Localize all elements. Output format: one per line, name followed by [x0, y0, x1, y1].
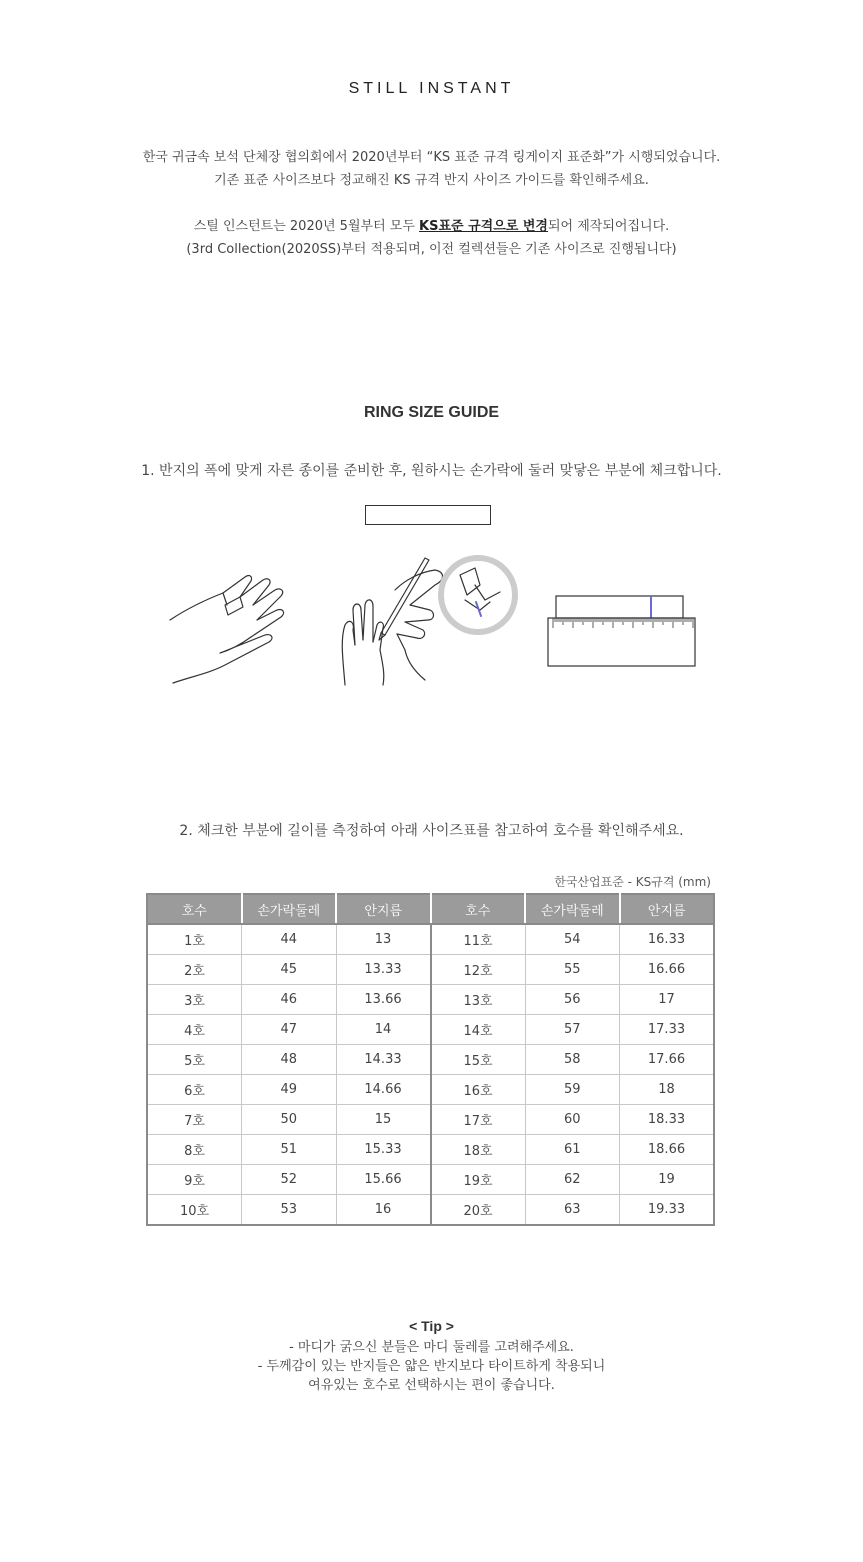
table-cell: 16	[336, 1195, 431, 1226]
header-inner-diameter: 안지름	[336, 894, 431, 924]
table-cell: 14호	[431, 1015, 526, 1045]
table-cell: 19호	[431, 1165, 526, 1195]
tip-text	[0, 1338, 863, 1395]
table-cell: 16.33	[620, 924, 715, 955]
hand-with-paper-icon	[165, 565, 295, 690]
header-size: 호수	[147, 894, 242, 924]
table-cell: 15.66	[336, 1165, 431, 1195]
table-cell: 55	[525, 955, 620, 985]
table-cell: 17.66	[620, 1045, 715, 1075]
table-cell: 19	[620, 1165, 715, 1195]
table-cell: 4호	[147, 1015, 242, 1045]
table-cell: 3호	[147, 985, 242, 1015]
table-cell: 11호	[431, 924, 526, 955]
table-cell: 16호	[431, 1075, 526, 1105]
table-cell: 15호	[431, 1045, 526, 1075]
ring-size-table	[146, 893, 715, 1226]
tip-line-2: - 두께감이 있는 반지들은 얇은 반지보다 타이트하게 착용되니	[257, 1359, 606, 1374]
header-circumference: 손가락둘레	[525, 894, 620, 924]
intro-line-4: (3rd Collection(2020SS)부터 적용되며, 이전 컬렉션들은 기존 사이즈로 진행됩니다)	[186, 242, 677, 257]
step-1-text: 1. 반지의 폭에 맞게 자른 종이를 준비한 후, 원하시는 손가락에 둘러 맞닿은 부분에 체크합니다.	[141, 463, 722, 479]
table-cell: 17.33	[620, 1015, 715, 1045]
table-cell: 18.33	[620, 1105, 715, 1135]
intro-line-3-post: 되어 제작되어집니다.	[547, 219, 670, 234]
header-inner-diameter: 안지름	[620, 894, 715, 924]
table-cell: 59	[525, 1075, 620, 1105]
tip-line-3: 여유있는 호수로 선택하시는 편이 좋습니다.	[308, 1378, 555, 1393]
table-cell: 50	[242, 1105, 337, 1135]
table-row	[147, 924, 714, 955]
table-cell: 48	[242, 1045, 337, 1075]
table-cell: 63	[525, 1195, 620, 1226]
table-cell: 56	[525, 985, 620, 1015]
table-cell: 9호	[147, 1165, 242, 1195]
table-cell: 13.66	[336, 985, 431, 1015]
table-cell: 17호	[431, 1105, 526, 1135]
table-cell: 44	[242, 924, 337, 955]
table-cell: 53	[242, 1195, 337, 1226]
intro-line-3-pre: 스틸 인스턴트는 2020년 5월부터 모두	[193, 219, 420, 234]
table-cell: 8호	[147, 1135, 242, 1165]
intro-line-3	[0, 217, 863, 237]
table-cell: 16.66	[620, 955, 715, 985]
table-cell: 20호	[431, 1195, 526, 1226]
table-cell: 15.33	[336, 1135, 431, 1165]
intro-line-2: 기존 표준 사이즈보다 정교해진 KS 규격 반지 사이즈 가이드를 확인해주세요.	[214, 173, 649, 188]
table-cell: 18호	[431, 1135, 526, 1165]
table-cell: 12호	[431, 955, 526, 985]
table-cell: 58	[525, 1045, 620, 1075]
ring-size-guide-title: RING SIZE GUIDE	[363, 404, 500, 421]
table-cell: 14.33	[336, 1045, 431, 1075]
intro-line-1: 한국 귀금속 보석 단체장 협의회에서 2020년부터 “KS 표준 규격 링게이지 표준화”가 시행되었습니다.	[142, 150, 721, 165]
header-circumference: 손가락둘레	[242, 894, 337, 924]
step-2-text: 2. 체크한 부분에 길이를 측정하여 아래 사이즈표를 참고하여 호수를 확인해주세요.	[179, 823, 684, 839]
table-cell: 54	[525, 924, 620, 955]
table-row	[147, 1105, 714, 1135]
table-cell: 13.33	[336, 955, 431, 985]
table-cell: 18.66	[620, 1135, 715, 1165]
table-row	[147, 1045, 714, 1075]
table-cell: 2호	[147, 955, 242, 985]
table-cell: 52	[242, 1165, 337, 1195]
ks-unit-note: 한국산업표준 - KS규격 (mm)	[554, 875, 711, 889]
table-cell: 62	[525, 1165, 620, 1195]
table-cell: 10호	[147, 1195, 242, 1226]
table-cell: 17	[620, 985, 715, 1015]
table-cell: 7호	[147, 1105, 242, 1135]
table-cell: 49	[242, 1075, 337, 1105]
table-row	[147, 1135, 714, 1165]
table-cell: 51	[242, 1135, 337, 1165]
table-cell: 14	[336, 1015, 431, 1045]
tip-line-1: - 마디가 굵으신 분들은 마디 둘레를 고려해주세요.	[289, 1340, 574, 1355]
table-cell: 60	[525, 1105, 620, 1135]
header-size: 호수	[431, 894, 526, 924]
table-cell: 6호	[147, 1075, 242, 1105]
table-cell: 13호	[431, 985, 526, 1015]
paper-strip-illustration	[365, 505, 491, 525]
tip-title: < Tip >	[409, 1318, 454, 1334]
table-cell: 15	[336, 1105, 431, 1135]
table-row	[147, 1195, 714, 1226]
table-cell: 61	[525, 1135, 620, 1165]
table-row	[147, 955, 714, 985]
table-cell: 45	[242, 955, 337, 985]
brand-title: STILL INSTANT	[348, 80, 515, 97]
table-cell: 5호	[147, 1045, 242, 1075]
table-row	[147, 1075, 714, 1105]
table-cell: 1호	[147, 924, 242, 955]
table-cell: 13	[336, 924, 431, 955]
ks-standard-emphasis: KS표준 규격으로 변경	[419, 219, 548, 234]
table-cell: 46	[242, 985, 337, 1015]
table-row	[147, 1015, 714, 1045]
table-cell: 57	[525, 1015, 620, 1045]
table-header-row	[147, 894, 714, 924]
table-cell: 18	[620, 1075, 715, 1105]
table-cell: 19.33	[620, 1195, 715, 1226]
table-cell: 14.66	[336, 1075, 431, 1105]
table-cell: 47	[242, 1015, 337, 1045]
table-row	[147, 1165, 714, 1195]
table-row	[147, 985, 714, 1015]
ruler-measure-icon	[545, 592, 700, 672]
hands-marking-icon	[335, 550, 525, 690]
